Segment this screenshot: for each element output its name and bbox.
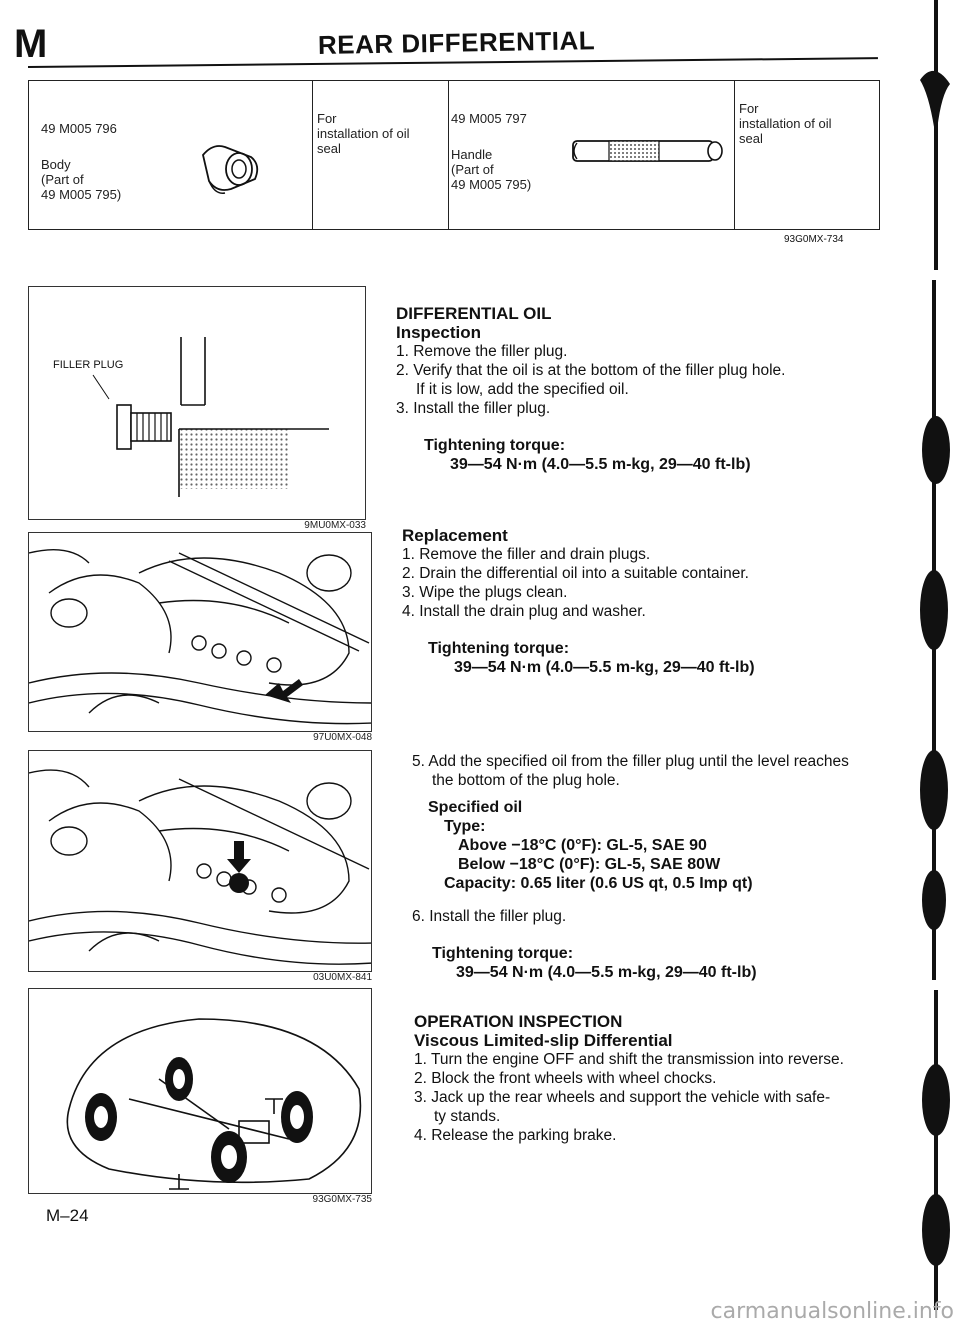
viscous-lsd-heading: Viscous Limited-slip Differential [414, 1031, 673, 1050]
replacement-step-1: 1. Remove the filler and drain plugs. [402, 546, 651, 563]
step-5-cont: the bottom of the plug hole. [432, 772, 620, 789]
inspection-step-1: 1. Remove the filler plug. [396, 343, 568, 360]
torque-label-3: Tightening torque: [432, 945, 574, 962]
tool-2-cell [449, 81, 735, 229]
replacement-step-3: 3. Wipe the plugs clean. [402, 584, 568, 601]
tool-1-cell [29, 81, 313, 229]
replacement-step-4: 4. Install the drain plug and washer. [402, 603, 646, 620]
inspection-step-2-cont: If it is low, add the specified oil. [416, 381, 629, 398]
filler-plug-figure [28, 286, 366, 520]
oil-type-below: Below −18°C (0°F): GL-5, SAE 80W [458, 856, 721, 873]
tool-1-number: 49 M005 796 [41, 121, 117, 136]
add-oil-section [412, 752, 902, 982]
operation-step-1: 1. Turn the engine OFF and shift the transmission into reverse. [414, 1051, 844, 1068]
step-5: 5. Add the specified oil from the filler plug until the level reaches [412, 753, 849, 770]
filler-plug-illustration [29, 287, 366, 520]
operation-step-2: 2. Block the front wheels with wheel chocks. [414, 1070, 717, 1087]
torque-value-3: 39—54 N·m (4.0—5.5 m-kg, 29—40 ft-lb) [456, 964, 757, 981]
torque-spec-3 [412, 944, 902, 982]
page-number: M–24 [46, 1206, 89, 1225]
torque-value-1: 39—54 N·m (4.0—5.5 m-kg, 29—40 ft-lb) [450, 456, 751, 473]
torque-spec-2 [402, 639, 902, 677]
operation-step-3-cont: ty stands. [434, 1108, 501, 1125]
filler-plug-label: FILLER PLUG [53, 359, 124, 371]
inspection-step-2: 2. Verify that the oil is at the bottom of the filler plug hole. [396, 362, 786, 379]
oil-type-label: Type: [444, 818, 486, 835]
drain-figure-code: 97U0MX-048 [313, 732, 372, 743]
operation-step-3: 3. Jack up the rear wheels and support the vehicle with safe- [414, 1089, 831, 1106]
torque-label-2: Tightening torque: [428, 640, 570, 657]
step-6: 6. Install the filler plug. [412, 908, 567, 925]
sst-handle-icon [569, 135, 729, 169]
differential-oil-heading: DIFFERENTIAL OIL [396, 304, 552, 323]
sst-body-icon [195, 137, 265, 197]
tool-2-number: 49 M005 797 [451, 111, 527, 126]
tools-figure-code: 93G0MX-734 [784, 234, 844, 245]
fill-oil-figure [28, 750, 372, 972]
inspection-step-3: 3. Install the filler plug. [396, 400, 551, 417]
tool-1-use: For installation of oil seal [317, 111, 410, 156]
replacement-step-2: 2. Drain the differential oil into a suitable container. [402, 565, 749, 582]
filler-figure-code: 9MU0MX-033 [304, 520, 366, 531]
differential-oil-section [396, 304, 896, 474]
tool-2-use-cell [735, 81, 881, 229]
vehicle-jack-illustration [29, 989, 372, 1194]
oil-capacity: Capacity: 0.65 liter (0.6 US qt, 0.5 Imp qt) [444, 875, 753, 892]
replacement-section [402, 526, 902, 677]
tool-2-use: For installation of oil seal [739, 101, 832, 146]
section-letter: M [14, 22, 47, 66]
tool-1-name: Body (Part of 49 M005 795) [41, 157, 122, 202]
torque-spec-1 [396, 436, 896, 474]
binding-edge-marks [900, 0, 960, 1328]
drain-plug-illustration [29, 533, 372, 732]
torque-label-1: Tightening torque: [424, 437, 566, 454]
inspection-heading: Inspection [396, 323, 482, 342]
fill-figure-code: 03U0MX-841 [313, 972, 372, 983]
oil-type-above: Above −18°C (0°F): GL-5, SAE 90 [458, 837, 707, 854]
watermark: carmanualsonline.info [710, 1299, 954, 1324]
tool-2-name: Handle (Part of 49 M005 795) [451, 147, 532, 192]
tool-1-use-cell [313, 81, 449, 229]
operation-heading: OPERATION INSPECTION [414, 1012, 623, 1031]
drain-plug-figure [28, 532, 372, 732]
page-title: REAR DIFFERENTIAL [317, 25, 596, 60]
fill-oil-illustration [29, 751, 372, 972]
specified-oil-spec [412, 798, 902, 893]
torque-value-2: 39—54 N·m (4.0—5.5 m-kg, 29—40 ft-lb) [454, 659, 755, 676]
special-tools-table [28, 80, 880, 230]
replacement-heading: Replacement [402, 526, 508, 545]
header-rule [28, 57, 878, 68]
operation-step-4: 4. Release the parking brake. [414, 1127, 617, 1144]
operation-inspection-section [414, 1012, 904, 1145]
vehicle-jack-figure [28, 988, 372, 1194]
vehicle-figure-code: 93G0MX-735 [312, 1194, 372, 1205]
specified-oil-label: Specified oil [428, 799, 523, 816]
